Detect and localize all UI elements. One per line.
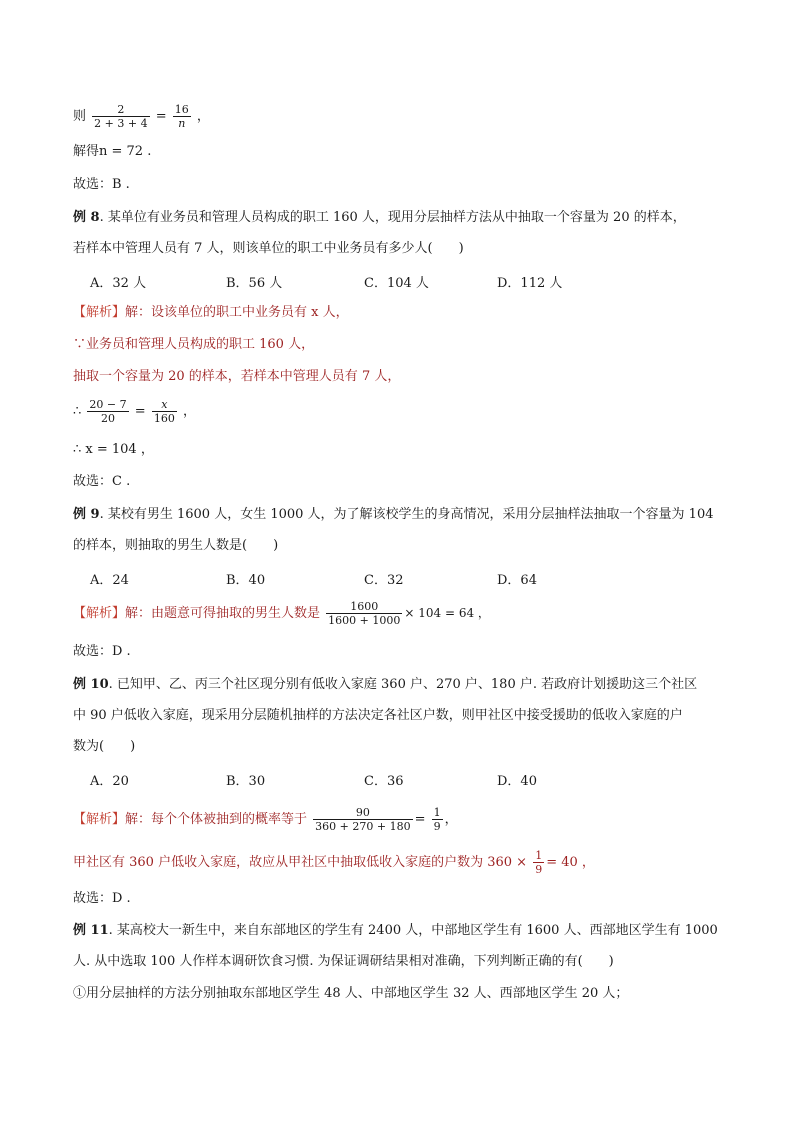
analysis-text: 解：设该单位的职工中业务员有 x 人，	[125, 305, 349, 320]
example-label: 例 10	[73, 677, 109, 692]
example-label: 例 8	[73, 210, 100, 225]
analysis-tag: 【解析】	[73, 305, 126, 320]
denominator: 20	[87, 411, 128, 425]
question-text: . 已知甲、乙、丙三个社区现分别有低收入家庭 360 户、270 户、180 户. 若政府计划援助这三个社区	[108, 677, 698, 692]
analysis-text: 甲社区有 360 户低收入家庭，故应从甲社区中抽取低收入家庭的户数为 360 ×	[73, 855, 528, 870]
result-line: ∴ x = 104 ，	[73, 442, 154, 457]
example-10-question-line	[73, 676, 697, 694]
analysis-line	[73, 849, 595, 876]
answer-line: 故选：D .	[73, 644, 131, 659]
text: × 104 = 64 ，	[404, 606, 490, 620]
numerator: 1	[535, 849, 543, 862]
example-label: 例 11	[73, 923, 109, 938]
example-10-question-line: 中 90 户低收入家庭，现采用分层随机抽样的方法决定各社区户数，则甲社区中接受援助的低收入家庭的户	[73, 708, 683, 723]
answer-line: 故选：C .	[73, 474, 131, 489]
option-d: D．64	[497, 573, 537, 588]
example-11-question-line	[73, 922, 718, 940]
equals: =	[155, 109, 167, 124]
numerator: x	[161, 398, 168, 411]
example-label: 例 9	[73, 507, 100, 522]
fraction	[92, 103, 149, 130]
example-11-question-line: 人. 从中选取 100 人作样本调研饮食习惯. 为保证调研结果相对准确，下列判断正确的有( )	[73, 954, 614, 969]
equals: =	[134, 404, 146, 419]
fraction-line-top	[73, 103, 210, 130]
text: 则	[73, 109, 87, 124]
option-c: C．32	[364, 573, 404, 588]
numerator: 90	[355, 806, 370, 819]
numerator: 20 − 7	[89, 398, 127, 411]
therefore: ∴	[73, 404, 82, 419]
fraction	[313, 806, 412, 833]
fraction	[326, 600, 402, 627]
denominator: 360 + 270 + 180	[315, 820, 411, 833]
fraction	[173, 103, 191, 130]
answer-line: 故选：D .	[73, 891, 131, 906]
example-11-statement: ①用分层抽样的方法分别抽取东部地区学生 48 人、中部地区学生 32 人、西部地区学生 20 人；	[73, 986, 629, 1001]
example-8-question-line	[73, 209, 686, 227]
text: = 40 ，	[546, 855, 595, 870]
example-9-question-line: 的样本，则抽取的男生人数是( )	[73, 538, 279, 553]
analysis-text: 解：由题意可得抽取的男生人数是	[125, 606, 321, 621]
text: ，	[182, 404, 196, 419]
fraction	[533, 849, 544, 876]
fraction	[87, 398, 128, 425]
denominator: n	[173, 116, 191, 130]
analysis-line	[73, 806, 458, 833]
equals: =	[414, 812, 426, 827]
option-b: B．56 人	[226, 276, 283, 291]
option-a: A．24	[90, 573, 129, 588]
example-10-question-line: 数为( )	[73, 739, 136, 754]
solution-line: 解得n = 72 .	[73, 144, 152, 159]
example-9-question-line	[73, 506, 714, 524]
fraction	[152, 398, 177, 425]
question-text: . 某单位有业务员和管理人员构成的职工 160 人，现用分层抽样方法从中抽取一个容量为 20 的样本，	[99, 210, 686, 225]
analysis-line	[73, 600, 490, 627]
option-a: A．32 人	[90, 276, 147, 291]
answer-line: 故选：B .	[73, 177, 130, 192]
denominator: 2 + 3 + 4	[94, 117, 148, 130]
denominator: 9	[433, 820, 441, 833]
option-b: B．30	[226, 774, 266, 789]
denominator: 1600 + 1000	[328, 614, 401, 627]
analysis-tag: 【解析】	[73, 606, 126, 621]
fraction-line	[73, 398, 196, 425]
denominator: 9	[535, 863, 543, 876]
text: ，	[444, 812, 458, 827]
text: ，	[196, 109, 210, 124]
numerator: 1	[433, 806, 441, 819]
denominator: 160	[153, 412, 175, 425]
numerator: 16	[174, 103, 189, 116]
option-b: B．40	[226, 573, 266, 588]
numerator: 2	[117, 103, 125, 116]
analysis-text: 解：每个个体被抽到的概率等于	[125, 812, 308, 827]
option-c: C．104 人	[364, 276, 429, 291]
fraction	[432, 806, 443, 833]
question-text: . 某高校大一新生中，来自东部地区的学生有 2400 人，中部地区学生有 1600 人、西部地区学生有 1000	[108, 923, 718, 938]
analysis-tag: 【解析】	[73, 812, 126, 827]
option-d: D．112 人	[497, 276, 563, 291]
analysis-line: ∵业务员和管理人员构成的职工 160 人，	[73, 337, 315, 352]
analysis-line	[73, 304, 349, 322]
option-d: D．40	[497, 774, 537, 789]
option-c: C．36	[364, 774, 404, 789]
numerator: 1600	[350, 600, 379, 613]
analysis-line: 抽取一个容量为 20 的样本，若样本中管理人员有 7 人，	[73, 369, 401, 384]
question-text: . 某校有男生 1600 人，女生 1000 人，为了解该校学生的身高情况，采用分层抽样法抽取一个容量为 104	[99, 507, 714, 522]
option-a: A．20	[90, 774, 129, 789]
example-8-question-line: 若样本中管理人员有 7 人，则该单位的职工中业务员有多少人( )	[73, 241, 464, 256]
